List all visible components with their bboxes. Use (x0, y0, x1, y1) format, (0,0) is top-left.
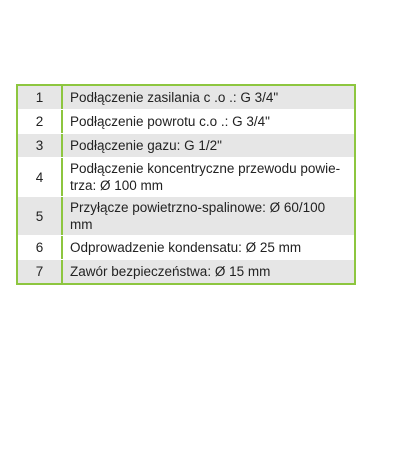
row-number: 5 (18, 197, 63, 235)
row-description: Podłączenie zasilania c .o .: G 3/4" (70, 90, 279, 105)
specification-table (16, 84, 356, 285)
row-description: Przyłącze powietrzno-spalinowe: Ø 60/100 mm (70, 200, 326, 232)
row-description: Zawór bezpieczeństwa: Ø 15 mm (70, 264, 271, 279)
row-description: Podłączenie koncentryczne przewodu powie-trza: Ø 100 mm (70, 161, 341, 193)
row-number: 3 (18, 134, 63, 157)
table-row (18, 86, 354, 109)
table-row (18, 109, 354, 133)
row-description: Podłączenie powrotu c.o .: G 3/4" (70, 114, 270, 129)
table-row (18, 157, 354, 196)
table-row (18, 196, 354, 235)
row-number: 1 (18, 86, 63, 109)
table-row (18, 133, 354, 157)
row-number: 7 (18, 260, 63, 283)
row-description: Podłączenie gazu: G 1/2" (70, 138, 222, 153)
row-description: Odprowadzenie kondensatu: Ø 25 mm (70, 240, 302, 255)
row-number: 2 (18, 110, 63, 133)
table-row (18, 259, 354, 283)
table-row (18, 235, 354, 259)
row-number: 4 (18, 158, 63, 196)
row-number: 6 (18, 236, 63, 259)
